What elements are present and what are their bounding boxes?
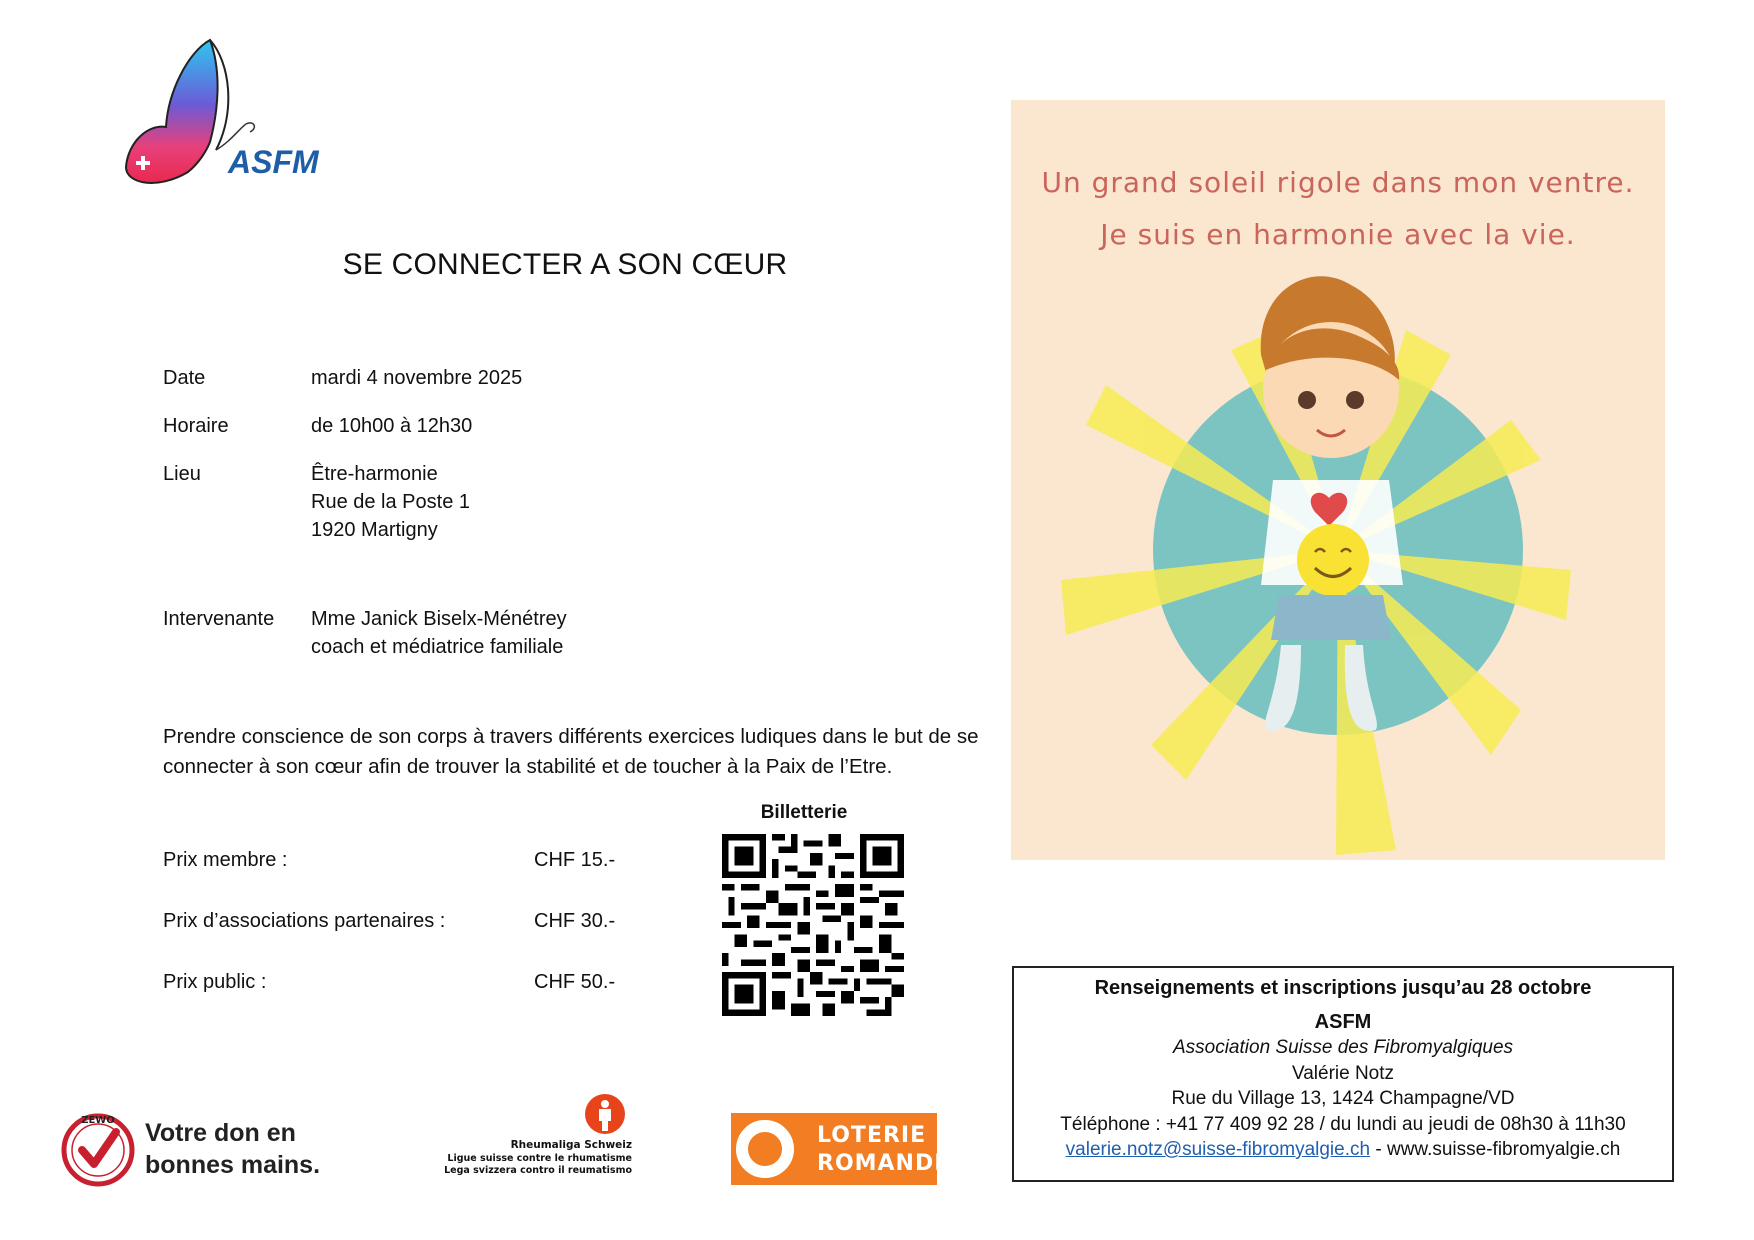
loterie-ring-icon [735, 1119, 795, 1179]
lieu-line: Être-harmonie [311, 463, 438, 485]
illustration-line-2: Je suis en harmonie avec la vie. [1100, 218, 1576, 251]
zewo-line-1: Votre don en [145, 1119, 296, 1147]
rheumaliga-subtitle [405, 1153, 632, 1177]
contact-address: Rue du Village 13, 1424 Champagne/VD [1171, 1088, 1515, 1109]
asfm-logo [118, 32, 318, 202]
contact-links [1014, 1137, 1672, 1163]
contact-separator: - [1370, 1139, 1387, 1160]
price-label-membre: Prix membre : [163, 849, 288, 871]
loterie-line-2: ROMANDE [817, 1151, 951, 1176]
contact-phone: Téléphone : +41 77 409 92 28 / du lundi au jeudi de 08h30 à 11h30 [1060, 1113, 1626, 1135]
price-value-membre: CHF 15.- [534, 849, 616, 871]
price-label-partenaires: Prix d’associations partenaires : [163, 910, 446, 932]
contact-website[interactable]: www.suisse-fibromyalgie.ch [1386, 1139, 1621, 1160]
price-value-public: CHF 50.- [534, 971, 616, 993]
billetterie-title: Billetterie [760, 802, 848, 823]
intervenante-value [311, 605, 567, 661]
zewo-mark: ZEWO [81, 1115, 115, 1126]
billetterie-qr-code[interactable] [722, 834, 904, 1016]
qr-code-icon [722, 834, 904, 1016]
intervenante-line: Mme Janick Biselx-Ménétrey [311, 608, 567, 630]
rheumaliga-name: Rheumaliga Schweiz [510, 1139, 632, 1151]
date-value: mardi 4 novembre 2025 [311, 367, 523, 389]
intervenante-line: coach et médiatrice familiale [311, 636, 564, 658]
description: Prendre conscience de son corps à travers différents exercices ludiques dans le but de se connecter à son cœur afin de trouver la stabilité et de toucher à la Paix de l’Etre. [163, 725, 979, 778]
contact-box [1012, 966, 1674, 1182]
loterie-romande-logo [731, 1113, 951, 1185]
price-label-public: Prix public : [163, 971, 267, 993]
illustration-panel [1011, 100, 1665, 860]
horaire-label: Horaire [163, 415, 229, 437]
lieu-line: Rue de la Poste 1 [311, 491, 470, 513]
illustration-line-1: Un grand soleil rigole dans mon ventre. [1041, 166, 1635, 199]
contact-org-short: ASFM [1314, 1010, 1372, 1033]
price-value-partenaires: CHF 30.- [534, 910, 616, 932]
date-label: Date [163, 367, 206, 389]
zewo-logo [58, 1110, 138, 1190]
lieu-value [311, 460, 470, 544]
rheumaliga-line-2: Lega svizzera contro il reumatismo [444, 1165, 632, 1176]
contact-org-full: Association Suisse des Fibromyalgiques [1172, 1037, 1514, 1058]
page-title: SE CONNECTER A SON CŒUR [342, 248, 788, 281]
zewo-seal-icon [58, 1110, 138, 1190]
zewo-line-2: bonnes mains. [145, 1151, 321, 1179]
sun-child-illustration [1011, 250, 1665, 860]
contact-person: Valérie Notz [1291, 1062, 1395, 1084]
lieu-line: 1920 Martigny [311, 519, 438, 541]
horaire-value: de 10h00 à 12h30 [311, 415, 473, 437]
loterie-line-1: LOTERIE [817, 1123, 927, 1148]
contact-email-link[interactable]: valerie.notz@suisse-fibromyalgie.ch [1065, 1139, 1371, 1160]
rheumaliga-logo-icon [581, 1093, 631, 1135]
rheumaliga-line-1: Ligue suisse contre le rhumatisme [447, 1153, 632, 1164]
logo-text: ASFM [228, 144, 319, 180]
intervenante-label: Intervenante [163, 608, 275, 630]
lieu-label: Lieu [163, 463, 201, 485]
contact-heading: Renseignements et inscriptions jusqu’au 28 octobre [1094, 977, 1592, 999]
zewo-text [145, 1117, 320, 1181]
